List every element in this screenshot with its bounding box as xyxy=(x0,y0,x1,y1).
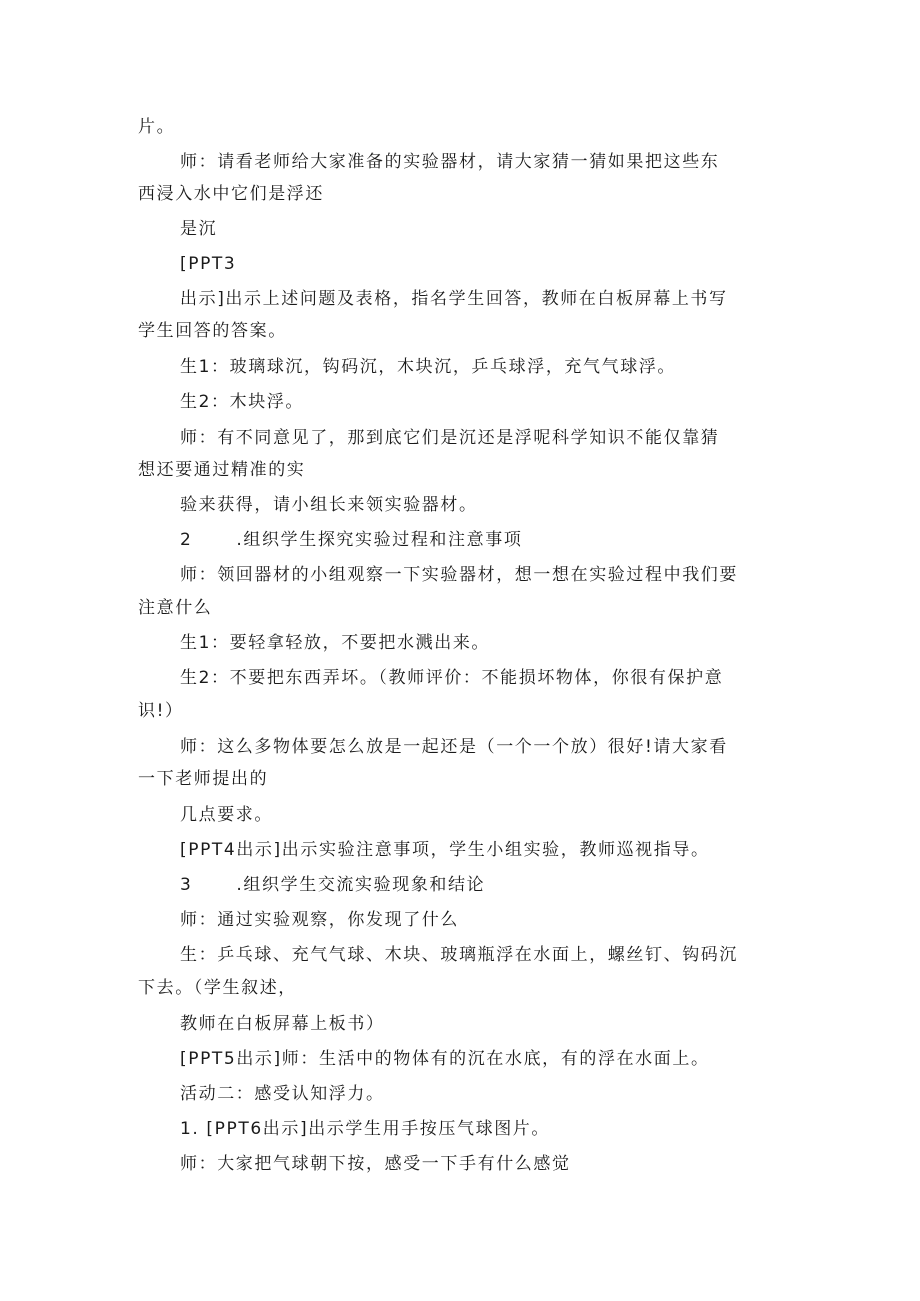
text-line: 师：大家把气球朝下按，感受一下手有什么感觉 xyxy=(180,1154,571,1174)
text-line: 师：请看老师给大家准备的实验器材，请大家猜一猜如果把这些东 xyxy=(180,152,720,172)
text-line: 师：这么多物体要怎么放是一起还是（一个一个放）很好!请大家看 xyxy=(180,737,728,757)
section-title: .组织学生探究实验过程和注意事项 xyxy=(236,530,523,550)
section-number: 3 xyxy=(180,875,193,895)
text-line: 一下老师提出的 xyxy=(138,769,269,789)
text-line: 生2：不要把东西弄坏。（教师评价：不能损坏物体，你很有保护意 xyxy=(180,668,724,688)
text-line: 活动二：感受认知浮力。 xyxy=(180,1084,385,1104)
text-line: [PPT5出示]师：生活中的物体有的沉在水底，有的浮在水面上。 xyxy=(180,1049,710,1069)
section-heading xyxy=(180,873,485,897)
text-line: 出示]出示上述问题及表格，指名学生回答，教师在白板屏幕上书写 xyxy=(180,289,728,309)
text-line: 片。 xyxy=(138,117,176,137)
text-line: [PPT4出示]出示实验注意事项，学生小组实验，教师巡视指导。 xyxy=(180,840,710,860)
text-line: 师：领回器材的小组观察一下实验器材，想一想在实验过程中我们要 xyxy=(180,565,738,585)
section-title: .组织学生交流实验现象和结论 xyxy=(236,875,486,895)
section-heading xyxy=(180,528,522,552)
text-line: 下去。（学生叙述， xyxy=(138,978,297,998)
text-line: 几点要求。 xyxy=(180,805,273,825)
text-line: 师：通过实验观察，你发现了什么 xyxy=(180,910,459,930)
text-line: 生1：要轻拿轻放，不要把水溅出来。 xyxy=(180,633,491,653)
text-line: 生：乒乓球、充气气球、木块、玻璃瓶浮在水面上，螺丝钉、钩码沉 xyxy=(180,945,738,965)
text-line: [PPT3 xyxy=(180,254,237,274)
text-line: 生2：木块浮。 xyxy=(180,392,305,412)
text-line: 生1：玻璃球沉，钩码沉，木块沉，乒乓球浮，充气气球浮。 xyxy=(180,357,677,377)
text-line: 西浸入水中它们是浮还 xyxy=(138,184,324,204)
text-line: 1. [PPT6出示]出示学生用手按压气球图片。 xyxy=(180,1119,550,1139)
text-line: 教师在白板屏幕上板书） xyxy=(180,1014,385,1034)
text-line: 验来获得，请小组长来领实验器材。 xyxy=(180,495,478,515)
text-line: 学生回答的答案。 xyxy=(138,321,287,341)
text-line: 想还要通过精准的实 xyxy=(138,460,306,480)
text-line: 识!） xyxy=(138,701,184,721)
text-line: 是沉 xyxy=(180,219,218,239)
section-number: 2 xyxy=(180,530,193,550)
text-line: 师：有不同意见了，那到底它们是沉还是浮呢科学知识不能仅靠猜 xyxy=(180,428,720,448)
text-line: 注意什么 xyxy=(138,598,213,618)
